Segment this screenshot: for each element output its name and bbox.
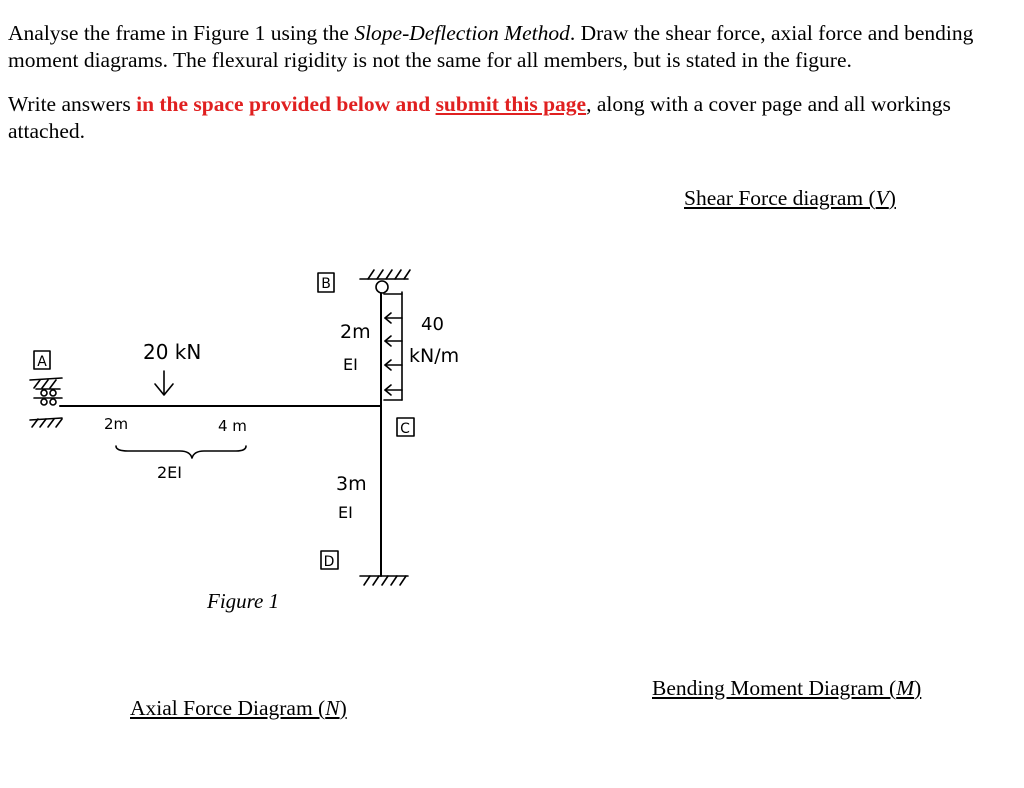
span-brace bbox=[116, 446, 246, 458]
lower-column-rigidity: EI bbox=[338, 503, 353, 522]
upper-column-rigidity: EI bbox=[343, 355, 358, 374]
beam-left-length: 2m bbox=[104, 415, 129, 433]
top-hinge bbox=[376, 281, 388, 293]
node-d-label: D bbox=[323, 554, 335, 570]
submit-instruction: submit this page bbox=[435, 92, 587, 116]
instructions bbox=[8, 20, 1020, 145]
beam-right-length: 4 m bbox=[218, 417, 247, 435]
bending-moment-diagram-label: Bending Moment Diagram (M) bbox=[652, 676, 922, 700]
highlighted-instruction: in the space provided below and bbox=[136, 92, 431, 116]
instruction-paragraph-2: Write answers in the space provided below and submit this page, along with a cover page and all workings attached. bbox=[8, 92, 951, 143]
method-name: Slope-Deflection Method bbox=[354, 21, 570, 45]
node-b-label: B bbox=[321, 276, 331, 292]
shear-force-diagram-label: Shear Force diagram (V) bbox=[684, 186, 896, 210]
roller-support-a bbox=[30, 378, 62, 427]
node-a-label: A bbox=[37, 354, 47, 370]
axial-force-diagram-label: Axial Force Diagram (N) bbox=[130, 696, 347, 720]
point-load-arrow bbox=[155, 371, 173, 395]
instruction-paragraph-1: Analyse the frame in Figure 1 using the Slope-Deflection Method. Draw the shear force, axial force and bending moment diagrams. The flexural rigidity is not the same for all members, but is stated in the figure. bbox=[8, 21, 974, 72]
beam-rigidity: 2EI bbox=[157, 463, 183, 482]
upper-column-length: 2m bbox=[340, 321, 371, 343]
distributed-load bbox=[384, 292, 402, 400]
top-support-hatch bbox=[360, 270, 410, 279]
figure-caption: Figure 1 bbox=[207, 589, 280, 613]
bottom-support-hatch bbox=[360, 576, 408, 585]
frame-figure bbox=[0, 250, 520, 620]
lower-column-length: 3m bbox=[336, 473, 367, 495]
point-load-label: 20 kN bbox=[143, 340, 202, 364]
udl-value: 40 bbox=[421, 314, 444, 335]
node-c-label: C bbox=[400, 421, 410, 437]
udl-unit: kN/m bbox=[409, 345, 460, 367]
